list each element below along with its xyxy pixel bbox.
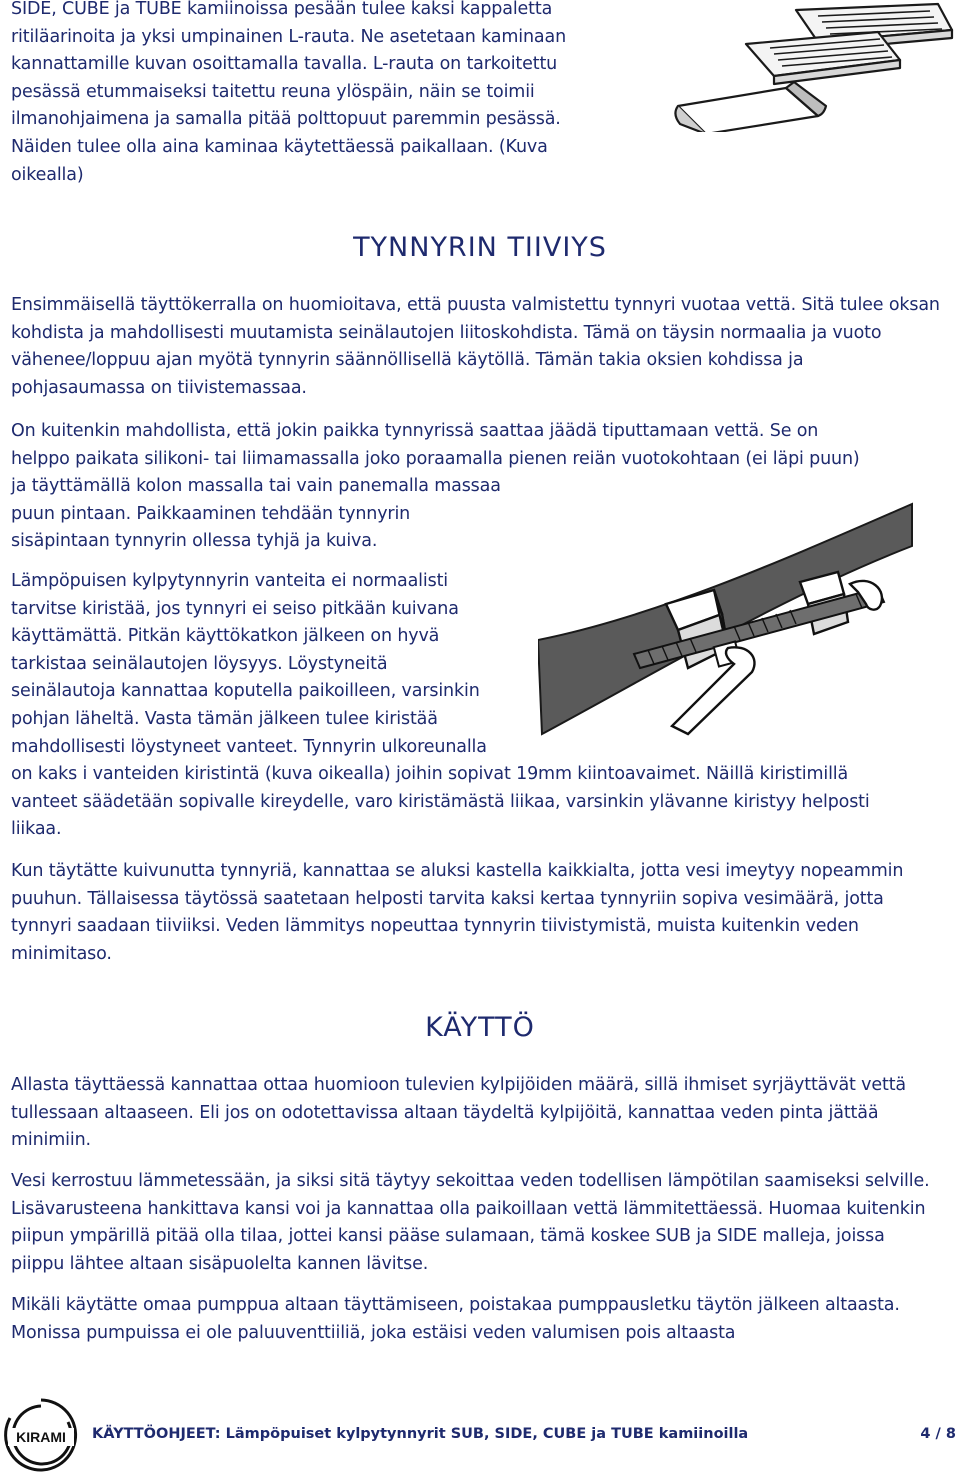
paragraph-pump: Mikäli käytätte omaa pumppua altaan täyttämiseen, poistakaa pumppausletku täytön jälkeen altaasta. Monissa pumpuissa ei ole paluuventtiiliä, joka estäisi veden valumisen pois altaasta (11, 1295, 900, 1343)
paragraph-water-level: Allasta täyttäessä kannattaa ottaa huomioon tulevien kylpijöiden määrä, sillä ihmiset syrjäyttävät vettä tullessaan altaaseen. Eli jos on odotettavissa altaan täydeltä kylpijöitä, kannattaa veden pinta jättää minimiin. (11, 1075, 906, 1151)
section-heading: KÄYTTÖ (425, 1012, 535, 1043)
intro-line: pesässä etummaiseksi taitettu reuna ylöspäin, näin se toimii (11, 81, 535, 102)
page-number: 4 / 8 (920, 1426, 956, 1442)
paragraph-line: tarkistaa seinälautojen löysyys. Löystyneitä (11, 653, 388, 674)
intro-line: Näiden tulee olla aina kaminaa käytettäessä paikallaan. (Kuva (11, 136, 548, 157)
grate-illustration (668, 2, 956, 132)
paragraph-line: on kaks i vanteiden kiristintä (kuva oikealla) joihin sopivat 19mm kiintoavaimet. Näillä kiristimillä (11, 764, 849, 785)
paragraph-line: mahdollisesti löystyneet vanteet. Tynnyrin ulkoreunalla (11, 736, 487, 757)
paragraph-line: liikaa. (11, 819, 62, 840)
logo-text: KIRAMI (16, 1429, 66, 1445)
paragraph-line: Lämpöpuisen kylpytynnyrin vanteita ei normaalisti (11, 571, 448, 591)
intro-paragraph (11, 0, 621, 189)
page-footer (0, 1388, 960, 1476)
paragraph-line: tarvitse kiristää, jos tynnyri ei seiso pitkään kuivana (11, 598, 459, 619)
intro-line: SIDE, CUBE ja TUBE kamiinoissa pesään tulee kaksi kappaletta (11, 0, 553, 19)
paragraph-line: vanteet säädetään sopivalle kireydelle, varo kiristämästä liikaa, varsinkin ylävanne kiristyy helposti (11, 791, 870, 812)
paragraph-line: sisäpintaan tynnyrin ollessa tyhjä ja kuiva. (11, 531, 378, 552)
paragraph-line: ja täyttämällä kolon massalla tai vain panemalla massaa (11, 476, 501, 497)
paragraph-dry-barrel: Kun täytätte kuivunutta tynnyriä, kannattaa se aluksi kastella kaikkialta, jotta vesi imeytyy nopeammin puuhun. Tällaisessa täytössä saatetaan helposti tarvita kaksi kertaa tynnyriin sopiva vesimäärä, jotta tynnyri saadaan tiiviiksi. Veden lämmitys nopeuttaa tynnyrin tiivistymistä, muista kuitenkin veden minimitaso. (11, 861, 904, 964)
section-heading: TYNNYRIN TIIVIYS (353, 232, 607, 263)
intro-line: ritiläarinoita ja yksi umpinainen L-rauta. Ne asetetaan kaminaan (11, 26, 567, 47)
kirami-logo (2, 1396, 80, 1474)
paragraph-line: seinälautoja kannattaa koputella paikoilleen, varsinkin (11, 681, 480, 702)
paragraph-line: pohjan läheltä. Vasta tämän jälkeen tulee kiristää (11, 708, 438, 729)
paragraph-line: puun pintaan. Paikkaaminen tehdään tynnyrin (11, 503, 411, 524)
intro-line: ilmanohjaimena ja samalla pitää polttopuut paremmin pesässä. (11, 109, 561, 130)
paragraph-water-mixing: Vesi kerrostuu lämmetessään, ja siksi sitä täytyy sekoittaa veden todellisen lämpötilan saamiseksi selville. Lisävarusteena hankittava kansi voi ja kannattaa olla paikoillaan vettä lämmitettäessä. Huomaa kuitenkin piipun ympärillä pitää olla tilaa, jottei kansi pääse sulamaan, tämä koskee SUB ja SIDE malleja, joissa piippu lähtee altaan sisäpuolelta kannen lävitse. (11, 1171, 930, 1274)
paragraph-line: käyttämättä. Pitkän käyttökatkon jälkeen on hyvä (11, 626, 440, 647)
paragraph-line: helppo paikata silikoni- tai liimamassalla joko poraamalla pienen reiän vuotokohtaan (ei läpi puun) (11, 448, 860, 469)
hoop-tensioner-illustration (538, 498, 916, 742)
intro-line: oikealla) (11, 164, 84, 185)
paragraph-leakage: Ensimmäisellä täyttökerralla on huomioitava, että puusta valmistettu tynnyri vuotaa vettä. Sitä tulee oksan kohdista ja mahdollisesti muutamista seinälautojen liitoskohdista. Tämä on täysin normaalia ja vuoto vähenee/loppuu ajan myötä tynnyrin säännöllisellä käytöllä. Tämän takia oksien kohdissa ja pohjasaumassa on tiivistemassaa. (11, 295, 940, 398)
intro-line: kannattamille kuvan osoittamalla tavalla. L-rauta on tarkoitettu (11, 54, 558, 75)
footer-title: Lämpöpuiset kylpytynnyrit SUB, SIDE, CUBE ja TUBE kamiinoilla (225, 1426, 749, 1442)
footer-caption (92, 1426, 748, 1442)
paragraph-line: On kuitenkin mahdollista, että jokin paikka tynnyrissä saattaa jäädä tiputtamaan vettä. Se on (11, 421, 819, 441)
footer-label: KÄYTTÖOHJEET: (92, 1426, 221, 1442)
